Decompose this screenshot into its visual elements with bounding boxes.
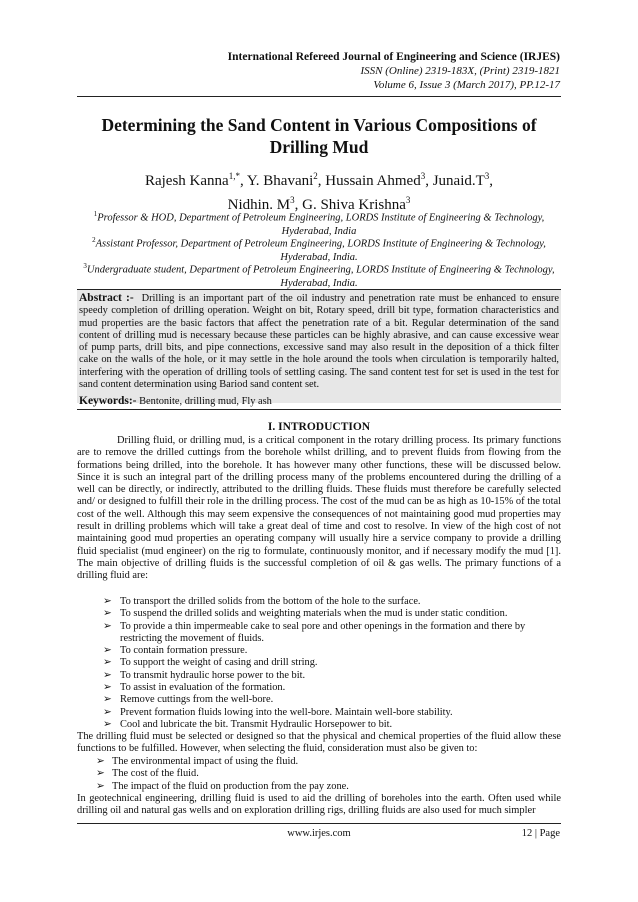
list-item-text: The environmental impact of using the fluid. xyxy=(112,756,299,767)
list-item-text: Prevent formation fluids lowing into the well-bore. Maintain well-bore stability. xyxy=(120,706,453,718)
abstract-bottom-rule xyxy=(77,409,561,410)
affiliation-sup: 1 xyxy=(93,210,98,218)
keywords xyxy=(79,395,272,407)
list-item-text: Cool and lubricate the bit. Transmit Hydraulic Horsepower to bit. xyxy=(120,718,393,730)
footer-rule xyxy=(77,823,561,824)
author-sup: 2 xyxy=(313,171,318,181)
list-item-text: To assist in evaluation of the formation. xyxy=(120,682,286,694)
section-heading: I. INTRODUCTION xyxy=(267,421,371,433)
intro-paragraph-3: In geotechnical engineering, drilling fluid is used to aid the drilling of boreholes into the earth. Often used while drilling oil and natural gas wells and on exploration drilling rigs, drilling fluids are also used for much simpler xyxy=(77,793,561,817)
affiliation-text: Assistant Professor, Department of Petroleum Engineering, LORDS Institute of Engineering & Technology, Hyderabad, India. xyxy=(95,238,546,263)
paper-title: Determining the Sand Content in Various Compositions of Drilling Mud xyxy=(101,115,537,157)
list-item-text: To support the weight of casing and drill string. xyxy=(120,657,318,669)
author-name: Nidhin. M xyxy=(227,197,291,213)
journal-volume: Volume 6, Issue 3 (March 2017), PP.12-17 xyxy=(373,79,560,91)
list-item-text: To transmit hydraulic horse power to the bit. xyxy=(120,669,306,681)
list-item-text: To suspend the drilled solids and weighting materials when the mud is under static condition. xyxy=(120,608,508,620)
arrow-bullet-icon: ➢ xyxy=(103,694,112,706)
list-item xyxy=(103,707,561,719)
list-item xyxy=(96,768,561,780)
list-item xyxy=(103,719,561,731)
affiliation-sup: 3 xyxy=(83,262,87,270)
affiliation-3 xyxy=(77,260,561,290)
footer-page-number: 12 | Page xyxy=(521,828,560,839)
affiliation-text: Professor & HOD, Department of Petroleum Engineering, LORDS Institute of Engineering & Technology, Hyderabad, India xyxy=(97,212,545,237)
list-item xyxy=(96,756,561,768)
arrow-bullet-icon: ➢ xyxy=(103,596,112,607)
author-sup: 3 xyxy=(420,171,426,181)
list-item xyxy=(103,608,561,620)
keywords-label: Keywords:- xyxy=(79,395,137,407)
author-name: , G. Shiva Krishna xyxy=(294,197,406,213)
list-item-text: To transport the drilled solids from the bottom of the hole to the surface. xyxy=(120,596,421,607)
author-name: Rajesh Kanna xyxy=(144,173,229,189)
list-item xyxy=(103,694,561,706)
arrow-bullet-icon: ➢ xyxy=(103,620,112,632)
list-item xyxy=(103,596,561,608)
arrow-bullet-icon: ➢ xyxy=(103,608,112,620)
keywords-text: Bentonite, drilling mud, Fly ash xyxy=(139,396,272,407)
list-item xyxy=(103,670,561,682)
header-rule xyxy=(77,96,561,97)
abstract xyxy=(79,292,559,391)
list-item xyxy=(103,645,561,657)
affiliation-text: Undergraduate student, Department of Petroleum Engineering, LORDS Institute of Engineering & Technology, Hyderabad, India. xyxy=(86,264,555,289)
intro-paragraph-1: Drilling fluid, or drilling mud, is a critical component in the rotary drilling process. Its primary functions are to remove the drilled cuttings from the borehole whilst drilling, and to prevent fluids from flowing from the formations being drilled, into the borehole. It has however many other functions, these will be discussed below. Since it is such an integral part of the drilling process many of the problems encountered during the drilling of a well can be directly, or indirectly, attributed to the drilling fluids. These fluids must therefore be carefully selected and/ or designed to fulfill their role in the drilling process. The cost of the mud can be as high as 10-15% of the total cost of the well. Although this may seem expensive the consequences of not maintaining good mud properties may result in drilling problems which will take a great deal of time and cost to resolve. In view of the high cost of not maintaining good mud properties an operating company will usually hire a service company to provide a drilling fluid specialist (mud engineer) on the rig to formulate, continuously monitor, and if necessary modify the mud [1]. The main objective of drilling fluids is the successful completion of oil & gas wells. The primary functions of a drilling fluid are: xyxy=(77,435,561,582)
list-item-text: The cost of the fluid. xyxy=(112,768,199,780)
author-name: , Junaid.T xyxy=(425,173,485,189)
arrow-bullet-icon: ➢ xyxy=(96,768,105,780)
arrow-bullet-icon: ➢ xyxy=(96,756,105,767)
list-item-text: The impact of the fluid on production from the pay zone. xyxy=(112,780,349,792)
functions-list xyxy=(103,596,561,731)
author-separator: , xyxy=(489,173,494,189)
journal-name: International Refereed Journal of Engineering and Science (IRJES) xyxy=(227,51,560,63)
author-sup: 3 xyxy=(405,195,411,205)
arrow-bullet-icon: ➢ xyxy=(103,718,112,730)
author-name: , Hussain Ahmed xyxy=(317,173,421,189)
considerations-list xyxy=(96,756,561,793)
list-item-text: To provide a thin impermeable cake to seal pore and other openings in the formation and there by restricting the movement of fluids. xyxy=(120,620,526,644)
abstract-label: Abstract :- xyxy=(79,292,134,304)
intro-paragraph-2: The drilling fluid must be selected or designed so that the physical and chemical properties of the fluid allow these functions to be fulfilled. However, when selecting the fluid, consideration must also be given to: xyxy=(77,731,561,755)
list-item xyxy=(96,781,561,793)
author-sup: 3 xyxy=(484,171,490,181)
list-item-text: Remove cuttings from the well-bore. xyxy=(120,694,274,706)
list-item xyxy=(103,682,561,694)
footer-url: www.irjes.com xyxy=(287,828,351,839)
journal-issn: ISSN (Online) 2319-183X, (Print) 2319-1821 xyxy=(360,65,560,77)
arrow-bullet-icon: ➢ xyxy=(103,669,112,681)
list-item-text: To contain formation pressure. xyxy=(120,645,248,657)
list-item xyxy=(103,657,561,669)
author-sup: 3 xyxy=(290,195,295,205)
author-name: , Y. Bhavani xyxy=(239,173,314,189)
abstract-text: Drilling is an important part of the oil industry and penetration rate must be enhanced to ensure speedy completion of drilling operation. Weight on bit, Rotary speed, drill bit type, formation characteristics and mud properties are the basic factors that affect the penetration rate of a bit. Regular determination of the sand content of drilling mud is necessary because these particles can be highly abrasive, and can cause excessive wear of pump parts, drill bits, and pipe connections, excessive sand may also result in the deposition of a thick filter cake on the walls of the hole, or it may settle in the hole around the tools when circulation is temporarily halted, interfering with the operation of drilling tools of settling casing. The sand content test for set is used in the test for sand content determination using Bariod sand content set. xyxy=(79,293,560,391)
list-item xyxy=(103,621,561,646)
affiliation-sup: 2 xyxy=(92,236,96,244)
arrow-bullet-icon: ➢ xyxy=(103,657,112,669)
arrow-bullet-icon: ➢ xyxy=(103,682,112,694)
arrow-bullet-icon: ➢ xyxy=(96,780,105,792)
arrow-bullet-icon: ➢ xyxy=(103,645,112,657)
author-sup: 1,* xyxy=(228,171,240,181)
arrow-bullet-icon: ➢ xyxy=(103,706,112,718)
